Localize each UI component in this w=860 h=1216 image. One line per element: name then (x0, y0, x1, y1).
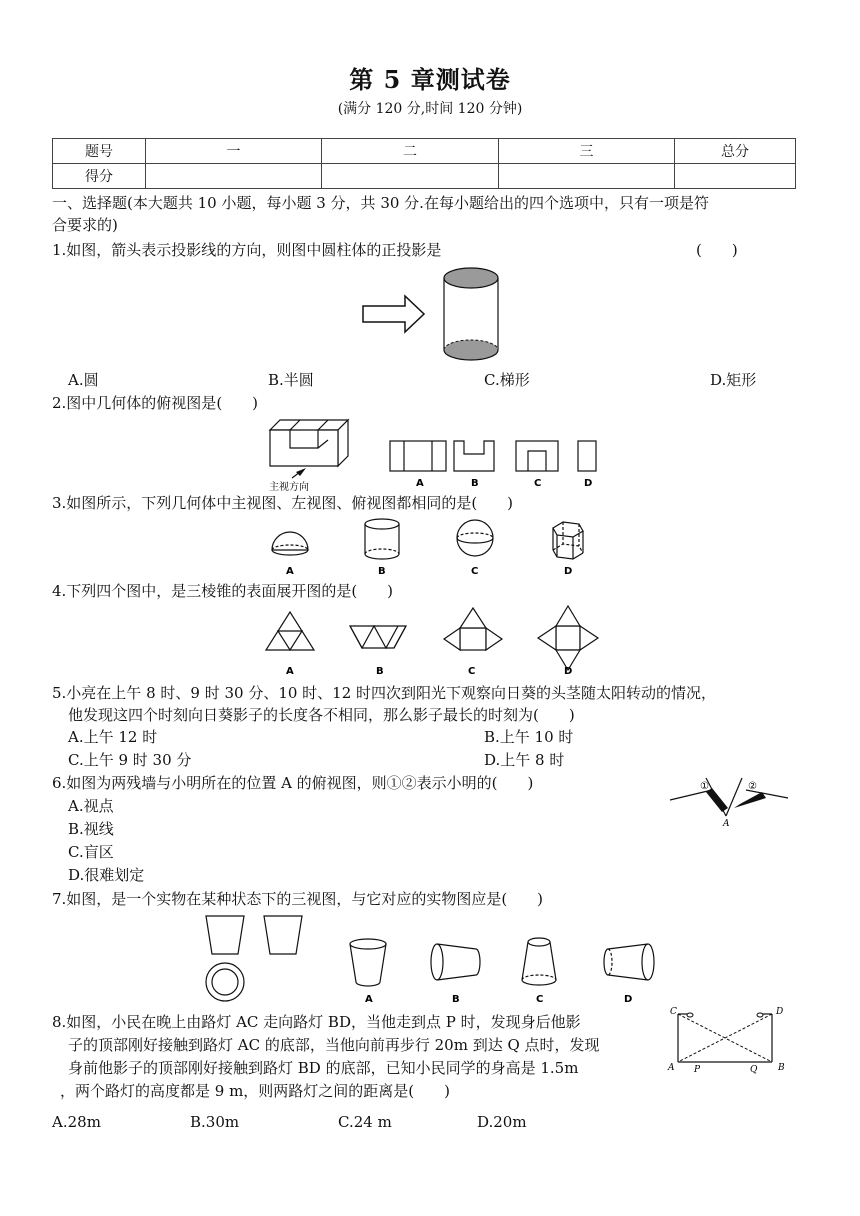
q2-letter-c[interactable]: C (534, 478, 542, 489)
q8-line3: 身前他影子的顶部刚好接触到路灯 BD 的底部，已知小民同学的身高是 1.5m (68, 1059, 579, 1077)
q3-prism (553, 522, 583, 559)
q8-option-c[interactable]: C.24 m (338, 1113, 392, 1131)
q4-net-b (350, 626, 406, 648)
q2-option-d-shape (578, 441, 596, 471)
q6-label-1: ① (700, 781, 709, 792)
q8-label-d: D (776, 1007, 784, 1017)
q1-stem: 1.如图，箭头表示投影线的方向，则图中圆柱体的正投影是 (52, 241, 442, 259)
q6-label-2: ② (748, 781, 757, 792)
q6-option-d[interactable]: D.很难划定 (68, 866, 145, 884)
q3-letter-d[interactable]: D (564, 566, 573, 577)
q5-option-a[interactable]: A.上午 12 时 (68, 728, 158, 746)
q8-line4: ，两个路灯的高度都是 9 m，则两路灯之间的距离是( ) (60, 1082, 451, 1100)
q3-sphere (457, 520, 493, 556)
q4-letter-a[interactable]: A (286, 666, 294, 677)
q3-letter-c[interactable]: C (471, 566, 479, 577)
score-input-section2[interactable] (322, 164, 499, 189)
score-table-header-row (53, 139, 796, 164)
q6-label-a: A (723, 819, 730, 829)
q4-stem: 4.下列四个图中，是三棱锥的表面展开图的是( ) (52, 582, 394, 600)
q3-hemisphere (272, 532, 308, 555)
score-row-label: 得分 (53, 164, 146, 189)
q2-figure (266, 416, 606, 492)
q8-label-c: C (670, 1007, 677, 1017)
q4-letter-b[interactable]: B (376, 666, 384, 677)
q1-arrow (363, 296, 424, 332)
q7-letter-d[interactable]: D (624, 994, 633, 1005)
q5-option-d[interactable]: D.上午 8 时 (484, 751, 565, 769)
q6-figure (668, 778, 790, 828)
q2-letter-b[interactable]: B (471, 478, 479, 489)
q5-stem-line1: 5.小亮在上午 8 时、9 时 30 分、10 时、12 时四次到阳光下观察向日葵的头茎随太阳转动的情况， (52, 684, 717, 702)
q3-letter-a[interactable]: A (286, 566, 294, 577)
q3-figure (266, 514, 596, 578)
q4-net-d (538, 606, 598, 670)
score-table-score-row (53, 164, 796, 189)
score-input-total[interactable] (675, 164, 796, 189)
q2-option-a-shape (390, 441, 446, 471)
q8-label-p: P (694, 1065, 701, 1075)
q5-option-c[interactable]: C.上午 9 时 30 分 (68, 751, 192, 769)
q6-stem: 6.如图为两残墙与小明所在的位置 A 的俯视图，则①②表示小明的( ) (52, 774, 534, 792)
page-title: 第 5 章测试卷 (349, 65, 511, 94)
q2-option-c-shape (516, 441, 558, 471)
q4-letter-c[interactable]: C (468, 666, 476, 677)
q7-object-d (604, 944, 654, 980)
score-input-section3[interactable] (499, 164, 675, 189)
score-table (52, 138, 796, 189)
q8-label-a: A (668, 1063, 675, 1073)
q7-object-b (431, 944, 480, 980)
q2-view-direction-label: 主视方向 (269, 482, 309, 493)
q5-option-b[interactable]: B.上午 10 时 (484, 728, 574, 746)
score-cell-section1: 一 (146, 139, 322, 164)
page-subtitle: (满分 120 分,时间 120 分钟) (337, 101, 523, 117)
q7-letter-b[interactable]: B (452, 994, 460, 1005)
q2-letter-d[interactable]: D (584, 478, 593, 489)
score-input-section1[interactable] (146, 164, 322, 189)
q7-object-a (350, 939, 386, 986)
q8-label-b: B (778, 1063, 785, 1073)
q1-cylinder-top (444, 268, 498, 288)
q1-figure (360, 262, 510, 372)
q6-option-b[interactable]: B.视线 (68, 820, 114, 838)
q3-stem: 3.如图所示，下列几何体中主视图、左视图、俯视图都相同的是( ) (52, 494, 514, 512)
q1-answer-paren: ( ) (696, 241, 738, 259)
q1-option-a[interactable]: A.圆 (68, 371, 99, 389)
q4-net-a (266, 612, 314, 650)
q4-figure (262, 602, 612, 680)
q6-wall-1 (706, 788, 728, 812)
q8-label-q: Q (750, 1065, 758, 1075)
q7-letter-c[interactable]: C (536, 994, 544, 1005)
q7-letter-a[interactable]: A (365, 994, 373, 1005)
score-cell-total: 总分 (675, 139, 796, 164)
q6-wall-2 (734, 792, 766, 808)
score-cell-label: 题号 (53, 139, 146, 164)
q1-option-b[interactable]: B.半圆 (268, 371, 314, 389)
q7-stem: 7.如图，是一个实物在某种状态下的三视图，与它对应的实物图应是( ) (52, 890, 544, 908)
q8-line2: 子的顶部刚好接触到路灯 AC 的底部，当他向前再步行 20m 到达 Q 点时，发现 (68, 1036, 600, 1054)
q2-letter-a[interactable]: A (416, 478, 424, 489)
q6-option-c[interactable]: C.盲区 (68, 843, 114, 861)
q8-option-b[interactable]: B.30m (190, 1113, 240, 1131)
q3-letter-b[interactable]: B (378, 566, 386, 577)
score-cell-section2: 二 (322, 139, 499, 164)
section1-heading-line1: 一、选择题(本大题共 10 小题，每小题 3 分，共 30 分.在每小题给出的四个选项中，只有一项是符 (52, 194, 709, 212)
q6-option-a[interactable]: A.视点 (68, 797, 114, 815)
score-cell-section3: 三 (499, 139, 675, 164)
q5-stem-line2: 他发现这四个时刻向日葵影子的长度各不相同，那么影子最长的时刻为( ) (68, 706, 575, 724)
q8-option-a[interactable]: A.28m (52, 1113, 101, 1131)
q7-figure (200, 912, 660, 1008)
q1-option-d[interactable]: D.矩形 (710, 371, 757, 389)
q3-cylinder (365, 519, 399, 559)
q7-object-c (522, 938, 556, 985)
section1-heading-line2: 合要求的) (52, 216, 118, 234)
q8-option-d[interactable]: D.20m (477, 1113, 527, 1131)
q4-letter-d[interactable]: D (564, 666, 573, 677)
q8-figure (668, 1004, 792, 1076)
q4-net-c (444, 608, 502, 650)
q8-line1: 8.如图，小民在晚上由路灯 AC 走向路灯 BD，当他走到点 P 时，发现身后他影 (52, 1013, 581, 1031)
q7-three-view (206, 916, 302, 1001)
q2-stem: 2.图中几何体的俯视图是( ) (52, 394, 259, 412)
q2-solid (270, 420, 348, 466)
q2-option-b-shape (454, 441, 494, 471)
q1-option-c[interactable]: C.梯形 (484, 371, 530, 389)
